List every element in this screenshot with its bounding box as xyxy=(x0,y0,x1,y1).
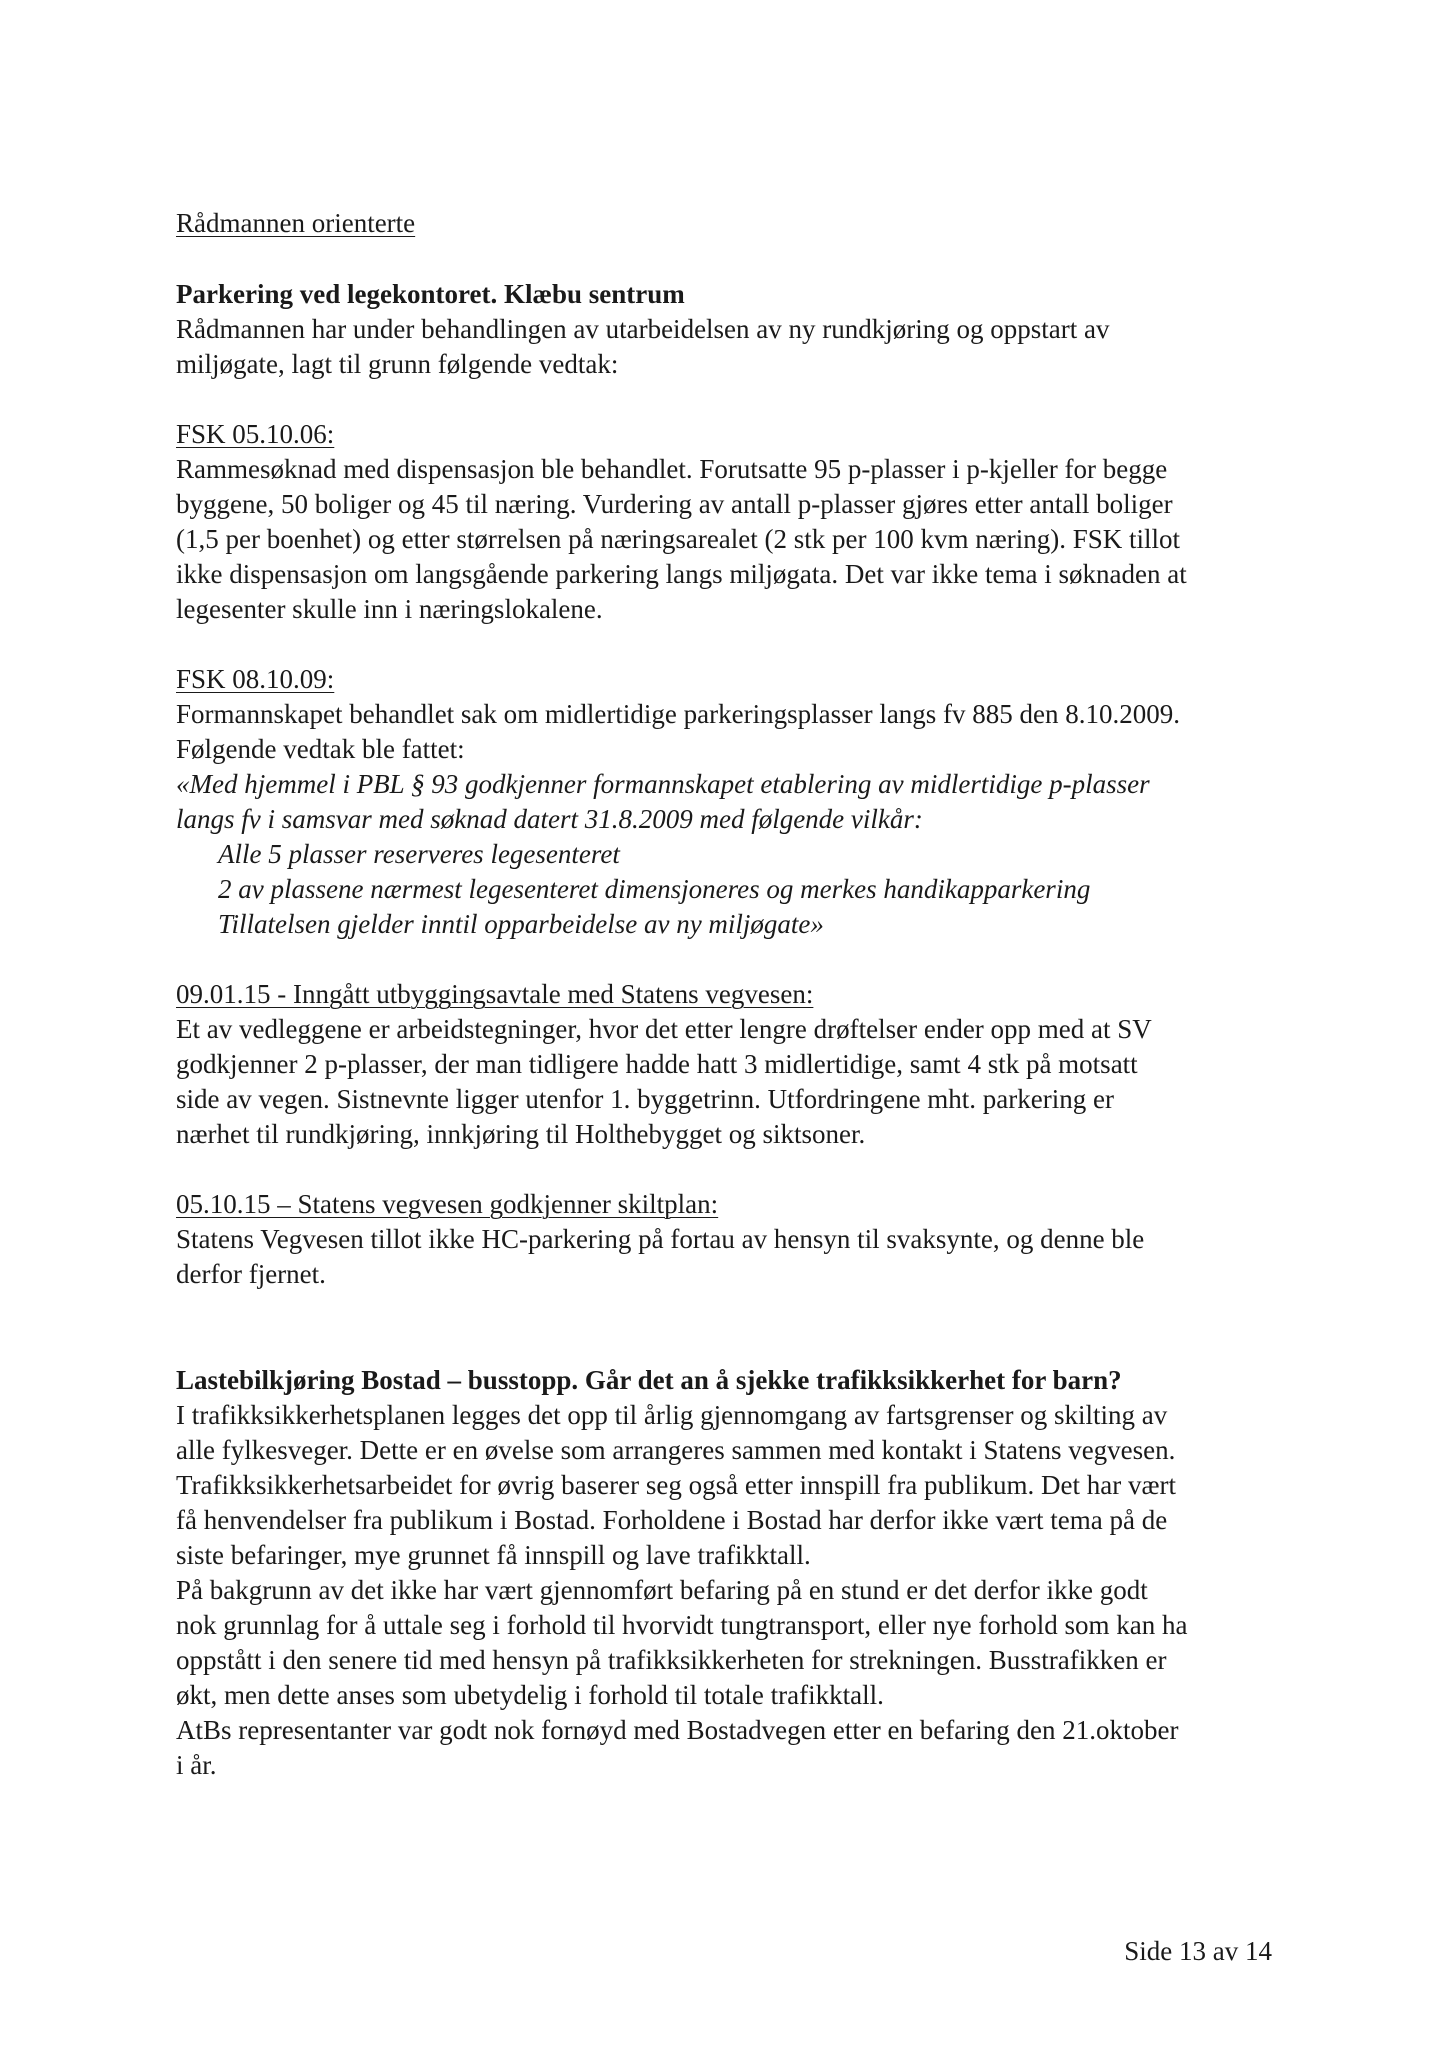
paragraph-line: På bakgrunn av det ikke har vært gjennomført befaring på en stund er det derfor ikke godt xyxy=(176,1575,1148,1605)
paragraph-line: ikke dispensasjon om langsgående parkering langs miljøgata. Det var ikke tema i søknaden at xyxy=(176,559,1187,589)
quote-line: «Med hjemmel i PBL § 93 godkjenner formannskapet etablering av midlertidige p-plasser xyxy=(176,769,1150,799)
paragraph-line: side av vegen. Sistnevnte ligger utenfor 1. byggetrinn. Utfordringene mht. parkering er xyxy=(176,1084,1114,1114)
paragraph-line: økt, men dette anses som ubetydelig i forhold til totale trafikktall. xyxy=(176,1680,884,1710)
subheading-fsk-05-10-06: FSK 05.10.06: xyxy=(176,419,335,449)
paragraph-line: I trafikksikkerhetsplanen legges det opp til årlig gjennomgang av fartsgrenser og skilting av xyxy=(176,1400,1168,1430)
condition-item: Alle 5 plasser reserveres legesenteret xyxy=(218,839,620,869)
condition-item: 2 av plassene nærmest legesenteret dimensjoneres og merkes handikapparkering xyxy=(218,874,1091,904)
paragraph-line: nærhet til rundkjøring, innkjøring til Holthebygget og siktsoner. xyxy=(176,1119,866,1149)
section-title-lastebil: Lastebilkjøring Bostad – busstopp. Går det an å sjekke trafikksikkerhet for barn? xyxy=(176,1365,1122,1395)
paragraph-line: Trafikksikkerhetsarbeidet for øvrig baserer seg også etter innspill fra publikum. Det har vært xyxy=(176,1470,1176,1500)
paragraph-line: godkjenner 2 p-plasser, der man tidligere hadde hatt 3 midlertidige, samt 4 stk på motsatt xyxy=(176,1049,1138,1079)
paragraph-line: derfor fjernet. xyxy=(176,1259,326,1289)
paragraph-line: Følgende vedtak ble fattet: xyxy=(176,734,465,764)
paragraph-line: AtBs representanter var godt nok fornøyd med Bostadvegen etter en befaring den 21.oktober xyxy=(176,1715,1179,1745)
paragraph-line: miljøgate, lagt til grunn følgende vedtak: xyxy=(176,349,619,379)
condition-item: Tillatelsen gjelder inntil opparbeidelse av ny miljøgate» xyxy=(218,909,824,939)
section-title-parking: Parkering ved legekontoret. Klæbu sentrum xyxy=(176,279,685,309)
paragraph-line: legesenter skulle inn i næringslokalene. xyxy=(176,594,603,624)
document-page xyxy=(176,206,1286,1783)
subheading-skiltplan: 05.10.15 – Statens vegvesen godkjenner skiltplan: xyxy=(176,1189,719,1219)
paragraph-line: nok grunnlag for å uttale seg i forhold til hvorvidt tungtransport, eller nye forhold som kan ha xyxy=(176,1610,1188,1640)
paragraph-line: Rammesøknad med dispensasjon ble behandlet. Forutsatte 95 p-plasser i p-kjeller for begge xyxy=(176,454,1168,484)
subheading-utbyggingsavtale: 09.01.15 - Inngått utbyggingsavtale med Statens vegvesen: xyxy=(176,979,814,1009)
paragraph-line: alle fylkesveger. Dette er en øvelse som arrangeres sammen med kontakt i Statens vegvesen. xyxy=(176,1435,1176,1465)
quote-line: langs fv i samsvar med søknad datert 31.8.2009 med følgende vilkår: xyxy=(176,804,923,834)
paragraph-line: Et av vedleggene er arbeidstegninger, hvor det etter lengre drøftelser ender opp med at SV xyxy=(176,1014,1152,1044)
subheading-fsk-08-10-09: FSK 08.10.09: xyxy=(176,664,335,694)
paragraph-line: Statens Vegvesen tillot ikke HC-parkering på fortau av hensyn til svaksynte, og denne ble xyxy=(176,1224,1145,1254)
paragraph-line: (1,5 per boenhet) og etter størrelsen på næringsarealet (2 stk per 100 kvm næring). FSK tillot xyxy=(176,524,1181,554)
page-number: Side 13 av 14 xyxy=(1124,1936,1272,1966)
paragraph-line: byggene, 50 boliger og 45 til næring. Vurdering av antall p-plasser gjøres etter antall boliger xyxy=(176,489,1173,519)
paragraph-line: Rådmannen har under behandlingen av utarbeidelsen av ny rundkjøring og oppstart av xyxy=(176,314,1110,344)
paragraph-line: Formannskapet behandlet sak om midlertidige parkeringsplasser langs fv 885 den 8.10.2009. xyxy=(176,699,1181,729)
paragraph-line: oppstått i den senere tid med hensyn på trafikksikkerheten for strekningen. Busstrafikken er xyxy=(176,1645,1167,1675)
paragraph-line: siste befaringer, mye grunnet få innspill og lave trafikktall. xyxy=(176,1540,811,1570)
orientation-heading: Rådmannen orienterte xyxy=(176,208,416,238)
paragraph-line: i år. xyxy=(176,1750,217,1780)
paragraph-line: få henvendelser fra publikum i Bostad. Forholdene i Bostad har derfor ikke vært tema på de xyxy=(176,1505,1168,1535)
